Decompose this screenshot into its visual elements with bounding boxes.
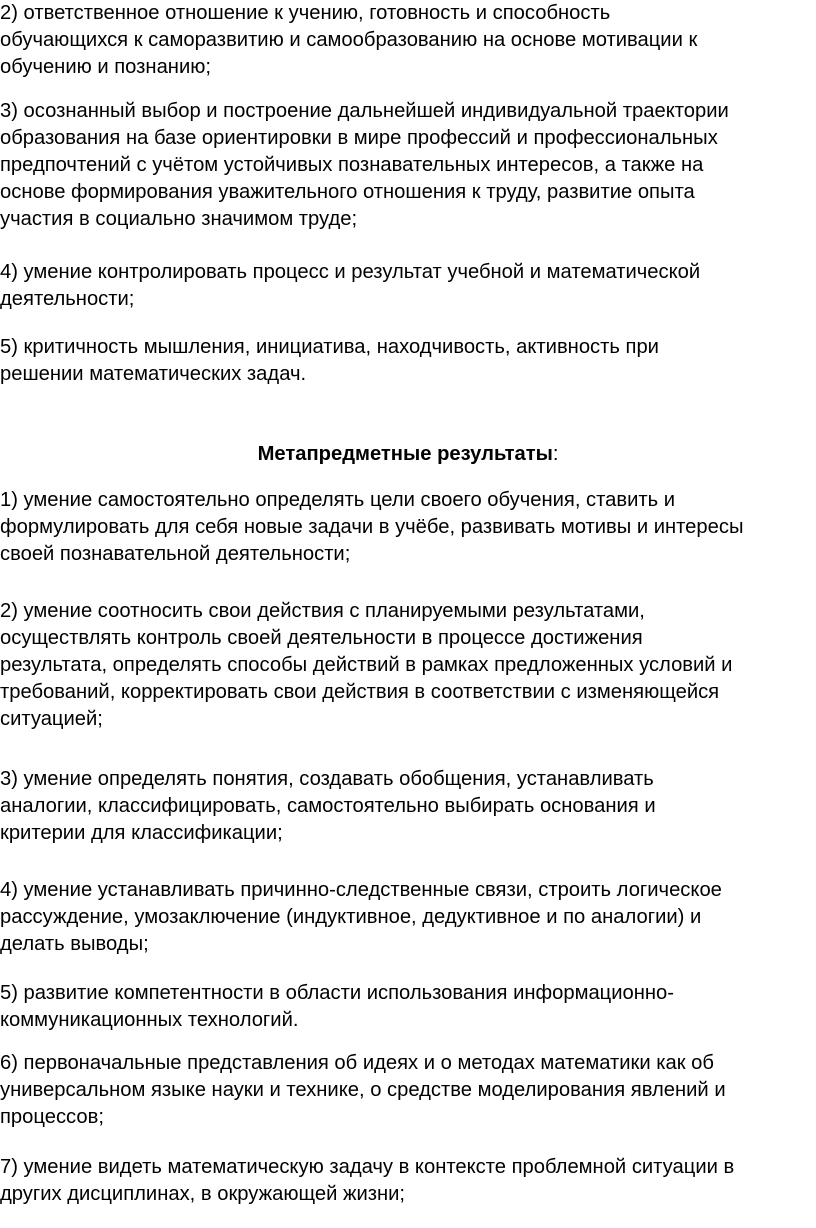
text-line: осуществлять контроль своей деятельности в процессе достижения [0, 627, 643, 649]
text-line: критерии для классификации; [0, 822, 283, 844]
metasubject-result-4 [0, 877, 816, 958]
text-line: обучающихся к саморазвитию и самообразованию на основе мотивации к [0, 29, 698, 51]
text-line: требований, корректировать свои действия в соответствии с изменяющейся [0, 681, 720, 703]
text-line: 4) умение устанавливать причинно-следственные связи, строить логическое [0, 879, 722, 901]
metasubject-result-1 [0, 487, 816, 568]
text-line: обучению и познанию; [0, 56, 211, 78]
text-line: универсальном языке науки и технике, о средстве моделирования явлений и [0, 1079, 726, 1101]
text-line: рассуждение, умозаключение (индуктивное, дедуктивное и по аналогии) и [0, 906, 702, 928]
text-line: решении математических задач. [0, 363, 307, 385]
text-line: основе формирования уважительного отношения к труду, развитие опыта [0, 181, 695, 203]
text-line: 6) первоначальные представления об идеях и о методах математики как об [0, 1052, 714, 1074]
heading-title: Метапредметные результаты [257, 443, 553, 465]
text-line: 5) развитие компетентности в области использования информационно- [0, 982, 674, 1004]
text-line: 2) умение соотносить свои действия с планируемыми результатами, [0, 600, 645, 622]
text-line: своей познавательной деятельности; [0, 543, 351, 565]
personal-result-4 [0, 259, 816, 313]
text-line: процессов; [0, 1106, 104, 1128]
personal-result-5 [0, 334, 816, 388]
text-line: других дисциплинах, в окружающей жизни; [0, 1183, 406, 1205]
text-line: ситуацией; [0, 708, 103, 730]
text-line: коммуникационных технологий. [0, 1009, 299, 1031]
metasubject-result-6 [0, 1050, 816, 1131]
text-line: 3) осознанный выбор и построение дальнейшей индивидуальной траектории [0, 100, 729, 122]
text-line: 3) умение определять понятия, создавать обобщения, устанавливать [0, 768, 654, 790]
metasubject-result-3 [0, 766, 816, 847]
text-line: 2) ответственное отношение к учению, готовность и способность [0, 2, 611, 24]
metasubject-result-7 [0, 1154, 816, 1208]
text-line: деятельности; [0, 288, 135, 310]
heading-suffix: : [552, 443, 559, 465]
personal-result-2 [0, 0, 816, 81]
text-line: образования на базе ориентировки в мире профессий и профессиональных [0, 127, 718, 149]
text-line: формулировать для себя новые задачи в учёбе, развивать мотивы и интересы [0, 516, 744, 538]
text-line: делать выводы; [0, 933, 149, 955]
text-line: аналогии, классифицировать, самостоятельно выбирать основания и [0, 795, 656, 817]
text-line: 4) умение контролировать процесс и результат учебной и математической [0, 261, 701, 283]
text-line: 7) умение видеть математическую задачу в контексте проблемной ситуации в [0, 1156, 735, 1178]
text-line: 5) критичность мышления, инициатива, находчивость, активность при [0, 336, 659, 358]
metasubject-result-5 [0, 980, 816, 1034]
text-line: участия в социально значимом труде; [0, 208, 358, 230]
text-line: предпочтений с учётом устойчивых познавательных интересов, а также на [0, 154, 704, 176]
text-line: результата, определять способы действий в рамках предложенных условий и [0, 654, 733, 676]
metasubject-result-2 [0, 598, 816, 733]
text-line: 1) умение самостоятельно определять цели своего обучения, ставить и [0, 489, 676, 511]
personal-result-3 [0, 98, 816, 233]
section-heading-metasubject [0, 441, 816, 468]
